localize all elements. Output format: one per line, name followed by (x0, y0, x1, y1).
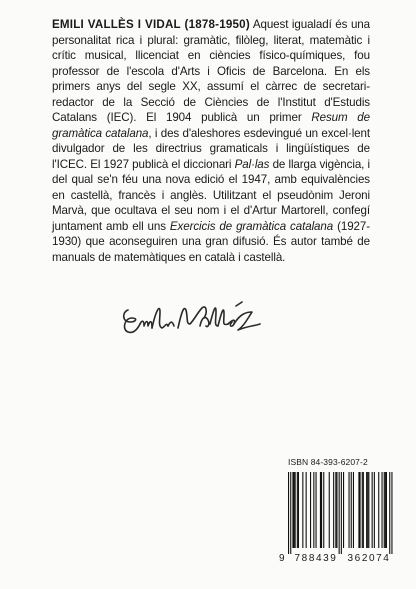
barcode-bar (343, 472, 344, 548)
barcode-bar (294, 472, 295, 548)
barcode-bar (368, 472, 369, 548)
barcode-bar (321, 472, 322, 548)
barcode-bar (292, 472, 293, 548)
barcode-bar (335, 472, 336, 548)
barcode-bar (316, 472, 317, 548)
barcode-bar (288, 472, 289, 554)
barcode-bar (329, 472, 330, 548)
barcode-bar (349, 472, 350, 548)
bio-text-part-2: , i des d'aleshores esdevingué un excel·lent divulgador de les directrius gramaticals i lingüístiques de l'ICEC. El 1927 publicà el diccionari (52, 126, 370, 171)
barcode-lead-digit: 9 (279, 553, 285, 564)
barcode-bar (363, 472, 364, 548)
barcode-bar (384, 472, 385, 548)
bio-text-part-1: Aquest igualadí és una personalitat rica i plural: gramàtic, filòleg, literat, matemàtic i crític musical, llicenciat en ciències físico-químiques, fou professor de l'escola d'Arts i Oficis de Barcelona. En els primers anys del segle XX, assumí el càrrec de secretari-redactor de la Secció de Ciències de l'Institut d'Estudis Catalans (IEC). El 1904 publicà un primer (52, 18, 370, 124)
isbn-barcode (279, 457, 401, 567)
barcode-group-1: 788439 (294, 553, 338, 564)
barcode-bar (360, 472, 361, 548)
bio-text-part-4: (1927-1930) que aconseguiren una gran difusió. És autor també de manuals de matemàtiques en català i castellà. (52, 219, 371, 264)
author-name: EMILI VALLÈS I VIDAL (1878-1950) (52, 18, 250, 31)
barcode-digits (279, 553, 401, 564)
barcode-bar (290, 472, 291, 554)
barcode-bar (313, 472, 314, 548)
barcode-bar (295, 472, 296, 548)
barcode-bar (336, 472, 337, 548)
barcode-bar (378, 472, 379, 548)
barcode-bar (358, 472, 359, 548)
biography-paragraph (52, 17, 370, 265)
barcode-bar (353, 472, 354, 548)
barcode-bar (362, 472, 363, 548)
barcode-bar (385, 472, 386, 548)
book-title-exercicis: Exercicis de gramàtica catalana (169, 219, 334, 233)
barcode-bar (310, 472, 311, 548)
barcode-bar (389, 472, 390, 554)
barcode-bar (366, 472, 367, 548)
barcode-bar (339, 472, 340, 554)
barcode-group-2: 362074 (347, 553, 391, 564)
bio-text-part-3: de llarga vigència, i del qual se'n féu una nova edició el 1947, amb equivalències en castellà, francès i anglès. Utilitzant el pseudònim Jeroni Marvà, que ocultava el seu nom i el d'Artur Martorell, confegí juntament amb ell uns (52, 157, 370, 233)
barcode-bar (372, 472, 373, 548)
barcode-bar (302, 472, 303, 548)
barcode-bar (382, 472, 383, 548)
barcode-bar (323, 472, 324, 548)
biography-text (52, 17, 370, 265)
author-signature (118, 290, 268, 350)
barcode-bar (298, 472, 299, 548)
book-title-resum: Resum de gramàtica catalana (52, 111, 370, 140)
barcode-bar (297, 472, 298, 548)
barcode-bar (320, 472, 321, 548)
barcode-bar (374, 472, 375, 548)
book-title-pallas: Pal·las (234, 157, 270, 171)
barcode-bar (386, 472, 387, 548)
barcode-bar (351, 472, 352, 548)
barcode-bar (341, 472, 342, 554)
barcode-bars (279, 472, 401, 554)
barcode-bar (333, 472, 334, 548)
barcode-bar (367, 472, 368, 548)
barcode-bar (306, 472, 307, 548)
barcode-bar (391, 472, 392, 554)
isbn-label: ISBN 84-393-6207-2 (288, 457, 368, 467)
